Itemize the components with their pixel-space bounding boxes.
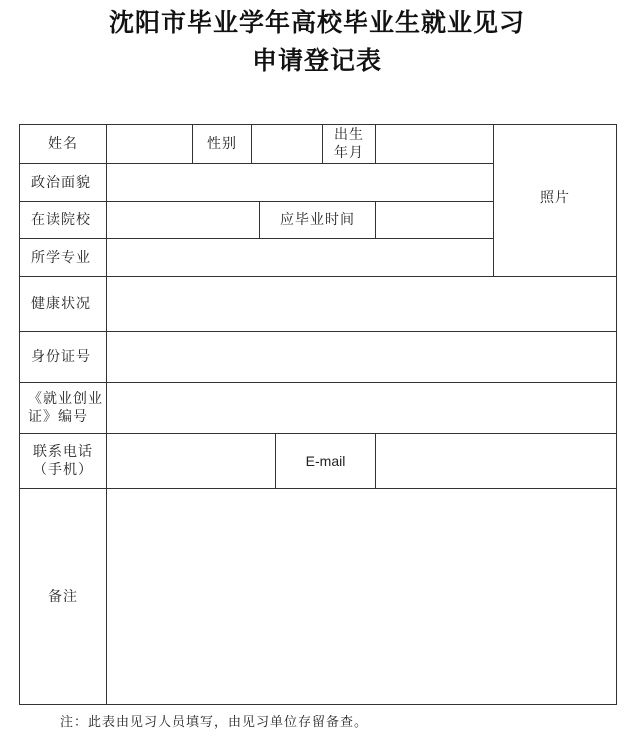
health-field[interactable] [107, 277, 616, 331]
photo-box[interactable]: 照片 [540, 190, 570, 206]
gender-field[interactable] [252, 125, 322, 163]
remarks-label: 备注 [48, 588, 78, 605]
name-label: 姓名 [48, 136, 78, 152]
email-field[interactable] [376, 434, 616, 488]
phone-label-line1: 联系电话 [33, 444, 93, 460]
political-status-field[interactable] [107, 164, 493, 201]
gender-label: 性别 [207, 136, 237, 152]
major-label: 所学专业 [31, 249, 91, 266]
school-label: 在读院校 [31, 212, 91, 228]
birth-label-line2: 年月 [334, 145, 364, 161]
id-number-field[interactable] [107, 332, 616, 382]
employment-cert-field[interactable] [107, 383, 616, 433]
employment-cert-label [20, 383, 106, 433]
email-label: E-mail [305, 453, 346, 469]
health-label: 健康状况 [31, 296, 91, 312]
birth-label [323, 125, 375, 163]
form-title-line1: 沈阳市毕业学年高校毕业生就业见习 [108, 8, 525, 37]
major-field[interactable] [107, 239, 493, 276]
employment-cert-label-line1: 《就业创业 [28, 391, 103, 407]
grid-line [616, 124, 617, 705]
form-title-line2: 申请登记表 [251, 46, 382, 75]
school-field[interactable] [107, 202, 259, 238]
political-status-label: 政治面貌 [31, 174, 91, 191]
footnote: 注：此表由见习人员填写，由见习单位存留备查。 [60, 715, 369, 730]
name-field[interactable] [107, 125, 192, 163]
employment-cert-label-line2: 证》编号 [28, 409, 88, 425]
remarks-field[interactable] [107, 489, 616, 704]
grid-line [19, 704, 617, 705]
phone-label [20, 434, 106, 488]
birth-field[interactable] [376, 125, 493, 163]
id-number-label: 身份证号 [31, 349, 91, 365]
graduation-time-field[interactable] [376, 202, 493, 238]
phone-label-line2: （手机） [33, 462, 93, 478]
phone-field[interactable] [107, 434, 275, 488]
birth-label-line1: 出生 [334, 127, 364, 143]
graduation-time-label: 应毕业时间 [280, 212, 355, 228]
